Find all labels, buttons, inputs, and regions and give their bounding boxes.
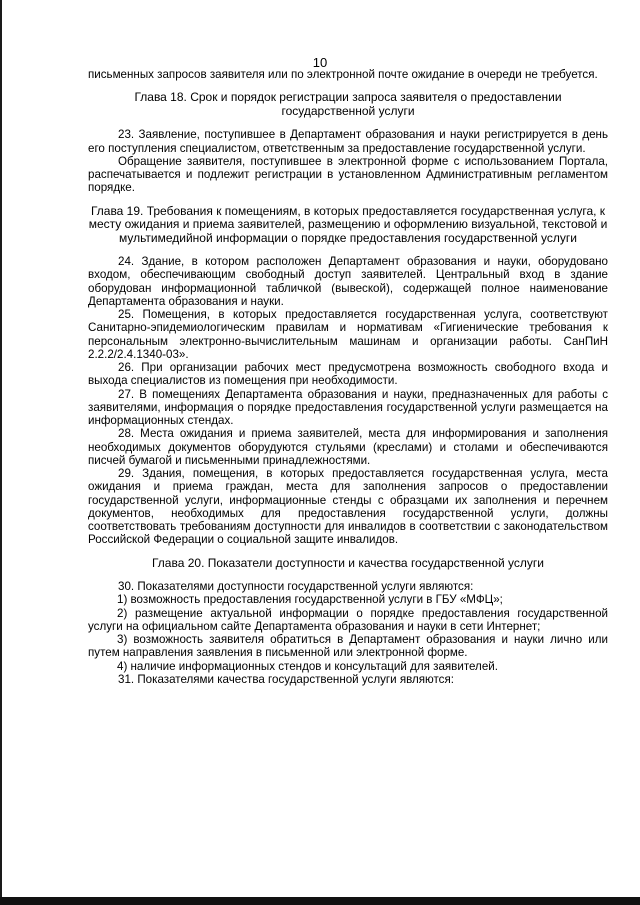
paragraph-23: 23. Заявление, поступившее в Департамент образования и науки регистрируется в день его поступления специалистом, ответственным за предоставление государственной услуги. bbox=[88, 128, 608, 155]
page-number: 10 bbox=[312, 55, 328, 70]
chapter-20-title: Глава 20. Показатели доступности и качества государственной услуги bbox=[151, 555, 545, 570]
paragraph-31: 31. Показателями качества государственной услуги являются: bbox=[118, 672, 454, 686]
paragraph-24: 24. Здание, в котором расположен Департамент образования и науки, оборудовано входом, обеспечивающим свободный доступ заявителей. Центральный вход в здание оборудован информационной табличкой (вывеской), содержащей полное наименование Департамента образования и науки. bbox=[88, 255, 608, 308]
paragraph-26: 26. При организации рабочих мест предусмотрена возможность свободного входа и выхода специалистов из помещения при необходимости. bbox=[88, 361, 608, 388]
paragraph-30: 30. Показателями доступности государственной услуги являются: bbox=[118, 580, 474, 593]
paragraph-23-continued: Обращение заявителя, поступившее в электронной форме с использованием Портала, распечатывается и подлежит регистрации в установленном Административным регламентом порядке. bbox=[88, 154, 608, 195]
intro-paragraph: письменных запросов заявителя или по электронной почте ожидание в очереди не требуется. bbox=[88, 68, 598, 81]
list-item: 1) возможность предоставления государственной услуги в ГБУ «МФЦ»; bbox=[117, 593, 503, 607]
chapter-19-title: Глава 19. Требования к помещениям, в которых предоставляется государственная услуга, к месту ожидания и приема заявителей, размещению и оформлению визуальной, текстовой и мультимедийной информации о порядке предоставления государственной услуги bbox=[88, 203, 608, 245]
paragraph-27: 27. В помещениях Департамента образования и науки, предназначенных для работы с заявителями, информация о порядке предоставления государственной услуги размещается на информационных стендах. bbox=[88, 387, 608, 427]
chapter-18-title: Глава 18. Срок и порядок регистрации запроса заявителя о предоставлении государственной услуги bbox=[134, 90, 562, 118]
paragraph-25: 25. Помещения, в которых предоставляется государственная услуга, соответствуют Санитарно-эпидемиологическим правилам и нормативам «Гигиенические требования к персональным электронно-вычислительным машинам и организации работы. СанПиН 2.2.2/2.4.1340-03». bbox=[88, 308, 608, 361]
document-body bbox=[88, 68, 608, 686]
paragraph-29: 29. Здания, помещения, в которых предоставляется государственная услуга, места ожидания и приема граждан, места для заполнения запросов о предоставлении государственной услуги, информационные стенды с образцами их заполнения и перечнем документов, необходимых для предоставления государственной услуги, должны соответствовать требованиям доступности для инвалидов в соответствии с законодательством Российской Федерации о социальной защите инвалидов. bbox=[88, 467, 608, 547]
paragraph-28: 28. Места ожидания и приема заявителей, места для информирования и заполнения необходимых документов оборудуются стульями (креслами) и столами и обеспечиваются писчей бумагой и письменными принадлежностями. bbox=[88, 427, 608, 467]
scan-left-edge bbox=[0, 0, 2, 905]
list-item: 4) наличие информационных стендов и консультаций для заявителей. bbox=[117, 659, 498, 673]
list-item: 3) возможность заявителя обратиться в Департамент образования и науки лично или путем направления заявления в письменной или электронной форме. bbox=[88, 633, 608, 660]
scan-bottom-edge bbox=[0, 897, 640, 905]
list-item: 2) размещение актуальной информации о порядке предоставления государственной услуги на официальном сайте Департамента образования и науки в сети Интернет; bbox=[88, 606, 608, 633]
